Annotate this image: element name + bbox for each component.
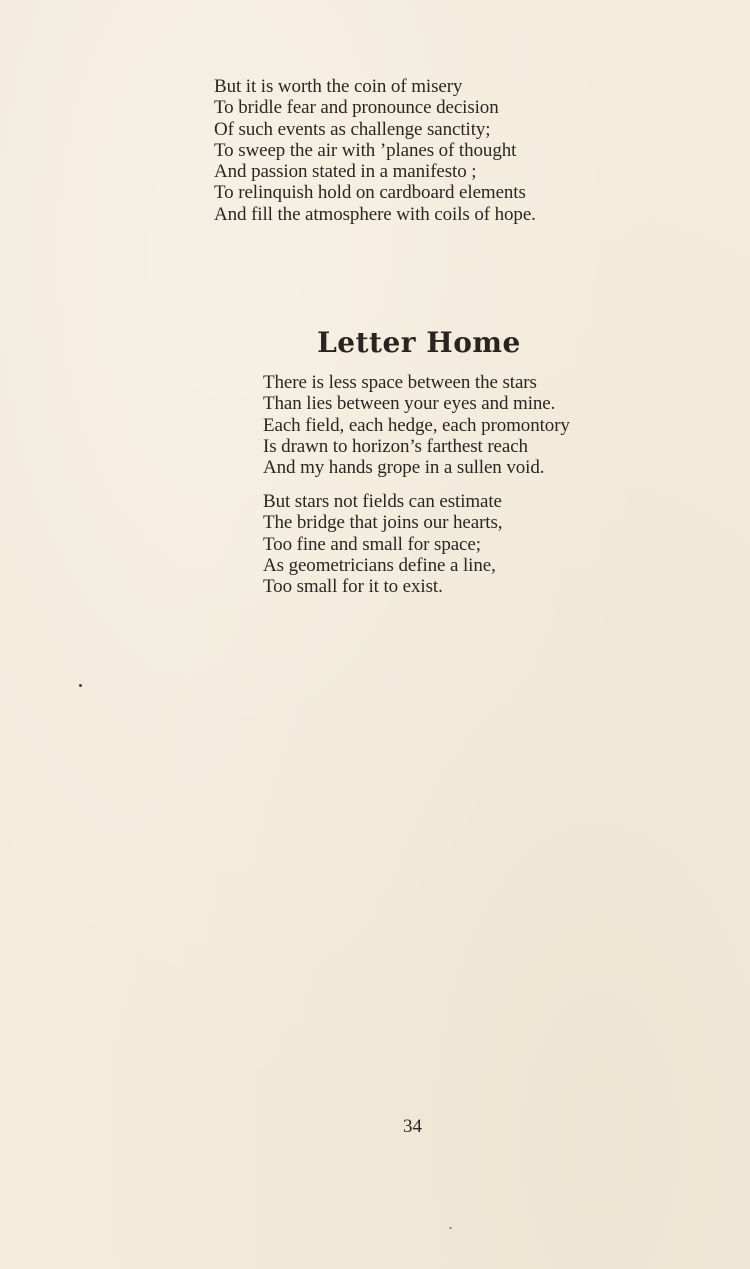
poem-line: But it is worth the coin of misery [214, 76, 463, 97]
poem-line: Than lies between your eyes and mine. [263, 393, 556, 415]
poem-stanza-2 [263, 491, 502, 597]
poem-line: And my hands grope in a sullen void. [263, 457, 545, 479]
poem-line: Is drawn to horizon’s farthest reach [263, 435, 528, 457]
poem-line: The bridge that joins our hearts, [263, 512, 503, 534]
poem-line: Of such events as challenge sanctity; [214, 118, 491, 140]
poem-line: And passion stated in a manifesto ; [214, 161, 477, 183]
paper-speck [449, 1227, 452, 1229]
poem-line: As geometricians define a line, [263, 554, 496, 576]
poem-title: Letter Home [317, 326, 521, 359]
poem-line: To sweep the air with ’planes of thought [214, 139, 517, 161]
poem-stanza-1 [263, 372, 570, 478]
poem-line: Each field, each hedge, each promontory [263, 414, 570, 436]
paper-speck [79, 684, 82, 687]
poem-line: But stars not fields can estimate [263, 491, 502, 512]
page-number: 34 [403, 1116, 422, 1137]
continued-poem-stanza [214, 76, 536, 225]
poem-line: There is less space between the stars [263, 372, 537, 393]
poem-line: To relinquish hold on cardboard elements [214, 182, 526, 204]
poem-line: To bridle fear and pronounce decision [214, 97, 499, 119]
poem-line: And fill the atmosphere with coils of hope. [214, 203, 536, 225]
poem-line: Too fine and small for space; [263, 533, 481, 555]
poem-line: Too small for it to exist. [263, 576, 443, 598]
